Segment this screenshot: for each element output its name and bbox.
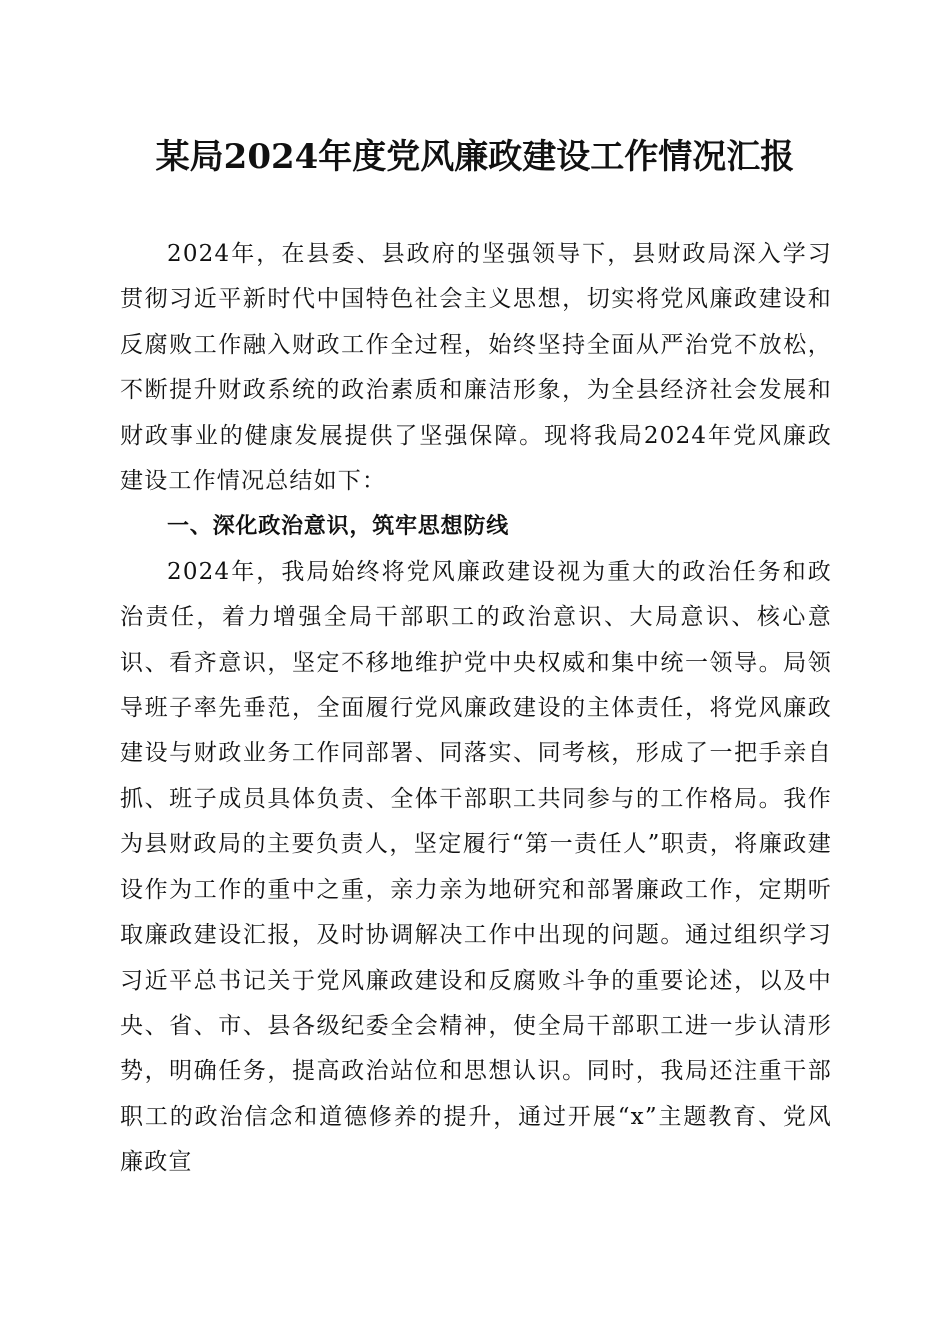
- document-body: [120, 232, 832, 1186]
- section-1-paragraph: 2024年，我局始终将党风廉政建设视为重大的政治任务和政治责任，着力增强全局干部职工的政治意识、大局意识、核心意识、看齐意识，坚定不移地维护党中央权威和集中统一领导。局领导班子率先垂范，全面履行党风廉政建设的主体责任，将党风廉政建设与财政业务工作同部署、同落实、同考核，形成了一把手亲自抓、班子成员具体负责、全体干部职工共同参与的工作格局。我作为县财政局的主要负责人，坚定履行“第一责任人”职责，将廉政建设作为工作的重中之重，亲力亲为地研究和部署廉政工作，定期听取廉政建设汇报，及时协调解决工作中出现的问题。通过组织学习习近平总书记关于党风廉政建设和反腐败斗争的重要论述，以及中央、省、市、县各级纪委全会精神，使全局干部职工进一步认清形势，明确任务，提高政治站位和思想认识。同时，我局还注重干部职工的政治信念和道德修养的提升，通过开展“x”主题教育、党风廉政宣: [120, 558, 832, 1176]
- section-heading-1: 一、深化政治意识，筑牢思想防线: [167, 514, 510, 540]
- intro-paragraph: 2024年，在县委、县政府的坚强领导下，县财政局深入学习贯彻习近平新时代中国特色社会主义思想，切实将党风廉政建设和反腐败工作融入财政工作全过程，始终坚持全面从严治党不放松，不断提升财政系统的政治素质和廉洁形象，为全县经济社会发展和财政事业的健康发展提供了坚强保障。现将我局2024年党风廉政建设工作情况总结如下：: [120, 241, 832, 495]
- document-title: 某局2024年度党风廉政建设工作情况汇报: [155, 137, 795, 177]
